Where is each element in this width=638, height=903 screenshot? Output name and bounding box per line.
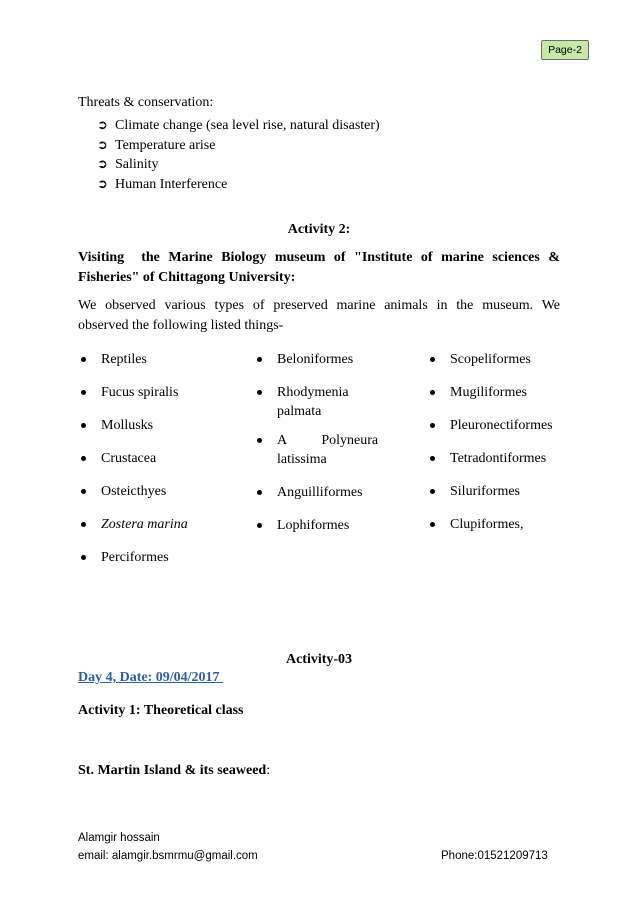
list-item: Reptiles — [77, 350, 247, 369]
list-item: ➲ Climate change (sea level rise, natural disaster) — [97, 116, 380, 136]
arrow-right-icon: ➲ — [97, 137, 108, 153]
arrow-right-icon: ➲ — [97, 176, 108, 192]
bullet-icon — [81, 390, 86, 395]
threats-list — [97, 116, 380, 194]
list-item: Tetradontiformes — [426, 449, 576, 468]
threats-heading: Threats & conservation: — [78, 95, 214, 110]
specimen-list-column-2 — [253, 350, 393, 549]
activity2-intro-line2: observed the following listed things- — [78, 318, 284, 333]
day-date-heading: Day 4, Date: 09/04/2017 — [78, 670, 224, 685]
specimen-list-column-1 — [77, 350, 247, 581]
list-item: Clupiformes, — [426, 515, 576, 534]
list-item: Anguilliformes — [253, 483, 393, 502]
bullet-icon — [430, 357, 435, 362]
activity3-subheading-theoretical: Activity 1: Theoretical class — [78, 703, 244, 718]
footer-phone: Phone:01521209713 — [441, 850, 548, 862]
footer-email: email: alamgir.bsmrmu@gmail.com — [78, 850, 258, 862]
bullet-icon — [257, 357, 262, 362]
list-item: Beloniformes — [253, 350, 393, 369]
bullet-icon — [81, 489, 86, 494]
activity3-title: Activity-03 — [285, 652, 353, 667]
list-item: Perciformes — [77, 548, 247, 567]
bullet-icon — [257, 438, 262, 443]
bullet-icon — [257, 523, 262, 528]
bullet-icon — [430, 390, 435, 395]
list-item: Osteicthyes — [77, 482, 247, 501]
list-item: ➲ Salinity — [97, 155, 380, 175]
bullet-icon — [81, 456, 86, 461]
list-item: Crustacea — [77, 449, 247, 468]
st-martin-heading: St. Martin Island & its seaweed: — [78, 763, 271, 778]
activity2-title: Activity 2: — [287, 222, 351, 237]
bullet-icon — [257, 390, 262, 395]
arrow-right-icon: ➲ — [97, 157, 108, 172]
activity2-subtitle-line2: Fisheries" of Chittagong University: — [78, 270, 296, 285]
bullet-icon — [430, 489, 435, 494]
list-item: ➲ Temperature arise — [97, 136, 380, 156]
activity2-intro-line1: We observed various types of preserved marine animals in the museum. We — [78, 298, 560, 313]
arrow-right-icon: ➲ — [97, 118, 108, 133]
list-item: Rhodymenia palmata — [253, 383, 393, 421]
footer-name: Alamgir hossain — [78, 832, 160, 844]
list-item: Fucus spiralis — [77, 383, 247, 402]
bullet-icon — [81, 555, 86, 560]
list-item: A Polyneura latissima — [253, 431, 393, 469]
list-item: Siluriformes — [426, 482, 576, 501]
bullet-icon — [81, 522, 86, 527]
bullet-icon — [81, 357, 86, 362]
list-item: Mollusks — [77, 416, 247, 435]
list-item: Zostera marina — [77, 515, 247, 534]
list-item: Pleuronectiformes — [426, 416, 576, 435]
bullet-icon — [430, 522, 435, 527]
list-item: Lophiformes — [253, 516, 393, 535]
list-item: Scopeliformes — [426, 350, 576, 369]
list-item: ➲ Human Interference — [97, 175, 380, 195]
bullet-icon — [81, 423, 86, 428]
page-number-badge: Page-2 — [541, 40, 589, 60]
bullet-icon — [430, 456, 435, 461]
bullet-icon — [257, 490, 262, 495]
list-item: Mugiliformes — [426, 383, 576, 402]
specimen-list-column-3 — [426, 350, 576, 548]
activity2-subtitle-line1: Visiting the Marine Biology museum of "Institute of marine sciences & — [78, 250, 560, 265]
bullet-icon — [430, 423, 435, 428]
